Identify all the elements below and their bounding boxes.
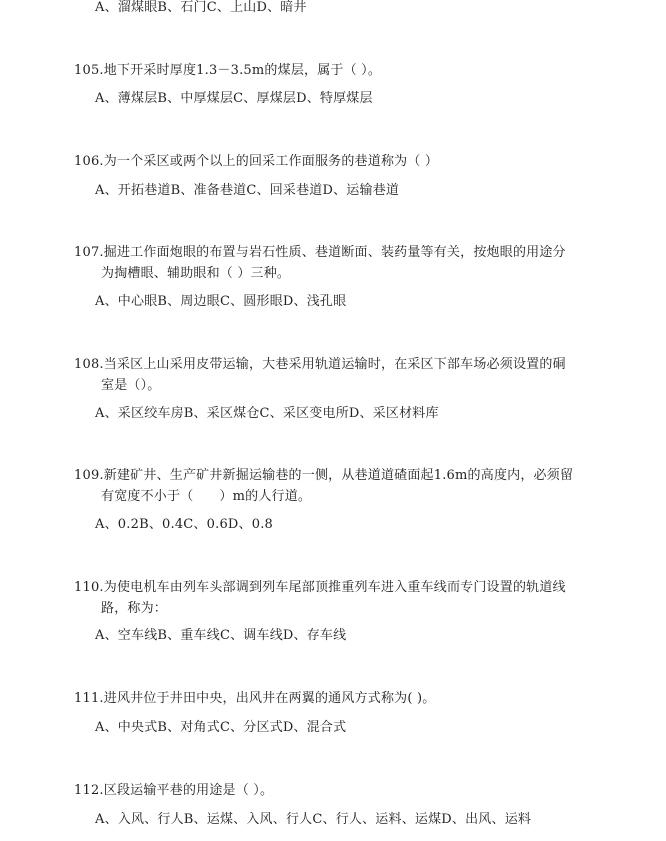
- question-106: [74, 151, 584, 172]
- question-number: 106.: [74, 154, 104, 169]
- question-text: 当采区上山采用皮带运输，大巷采用轨道运输时，在采区下部车场必须设置的硐: [103, 357, 566, 372]
- question-text: 为使电机车由列车头部调到列车尾部顶推重列车进入重车线而专门设置的轨道线: [103, 580, 566, 595]
- question-111-options: A、中央式B、对角式C、分区式D、混合式: [95, 720, 347, 735]
- question-112: [74, 780, 584, 801]
- question-text-continued: 路，称为：: [101, 601, 168, 616]
- question-112-options: A、入风、行人B、运煤、入风、行人C、行人、运料、运煤D、出风、运料: [95, 812, 532, 827]
- question-text: 新建矿井、生产矿井新掘运输巷的一侧，从巷道道碴面起1.6m的高度内，必须留: [103, 468, 574, 483]
- question-105: [74, 60, 584, 81]
- question-text-continued: 有宽度不小于（ ）m的人行道。: [101, 489, 312, 504]
- question-text-continued: 为掏槽眼、辅助眼和（ ）三种。: [101, 266, 291, 281]
- question-number: 105.: [74, 63, 104, 78]
- question-text: 区段运输平巷的用途是（ ）。: [103, 783, 274, 798]
- question-108: [74, 354, 584, 396]
- question-110-options: A、空车线B、重车线C、调车线D、存车线: [95, 628, 347, 643]
- question-105-options: A、薄煤层B、中厚煤层C、厚煤层D、特厚煤层: [95, 91, 373, 106]
- question-text: 掘进工作面炮眼的布置与岩石性质、巷道断面、装药量等有关，按炮眼的用途分: [103, 245, 566, 260]
- question-108-options: A、采区绞车房B、采区煤仓C、采区变电所D、采区材料库: [95, 406, 439, 421]
- question-107-options: A、中心眼B、周边眼C、圆形眼D、浅孔眼: [95, 294, 347, 309]
- question-number: 108.: [74, 357, 104, 372]
- question-number: 109.: [74, 468, 104, 483]
- question-number: 111.: [74, 691, 104, 706]
- question-text: 进风井位于井田中央，出风井在两翼的通风方式称为( )。: [103, 691, 436, 706]
- question-text-continued: 室是（）。: [101, 378, 161, 393]
- question-109-options: A、0.2B、0.4C、0.6D、0.8: [95, 517, 274, 532]
- question-107: [74, 242, 584, 284]
- question-number: 110.: [74, 580, 104, 595]
- question-106-options: A、开拓巷道B、准备巷道C、回采巷道D、运输巷道: [95, 183, 400, 198]
- question-109: [74, 465, 584, 507]
- question-111: [74, 688, 584, 709]
- question-text: 为一个采区或两个以上的回采工作面服务的巷道称为（ ）: [103, 154, 439, 169]
- question-number: 107.: [74, 245, 104, 260]
- question-110: [74, 577, 584, 619]
- question-104-options: A、溜煤眼B、石门C、上山D、暗井: [95, 0, 307, 15]
- question-number: 112.: [74, 783, 104, 798]
- question-text: 地下开采时厚度1.3－3.5m的煤层，属于（ ）。: [103, 63, 382, 78]
